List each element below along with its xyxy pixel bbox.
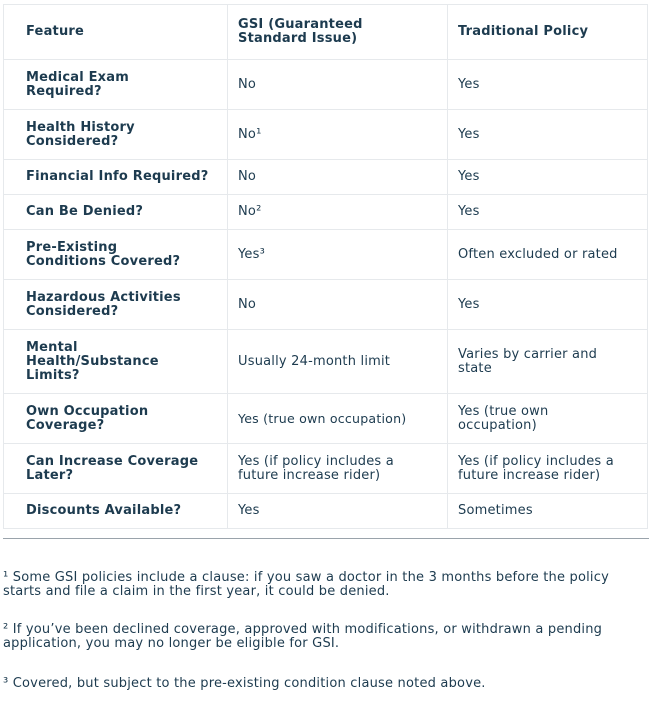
- gsi-cell: No²: [228, 195, 448, 230]
- traditional-cell: Yes: [448, 60, 648, 110]
- traditional-cell: Yes: [448, 195, 648, 230]
- gsi-cell: No: [228, 280, 448, 330]
- feature-cell: Health History Considered?: [4, 110, 228, 160]
- traditional-cell: Yes (true own occupation): [448, 394, 648, 444]
- feature-cell: Pre-Existing Conditions Covered?: [4, 230, 228, 280]
- header-feature: Feature: [4, 5, 228, 60]
- table-row: [4, 230, 648, 280]
- gsi-cell: Yes (if policy includes a future increase rider): [228, 444, 448, 494]
- feature-cell: Can Be Denied?: [4, 195, 228, 230]
- feature-cell: Hazardous Activities Considered?: [4, 280, 228, 330]
- table-row: [4, 394, 648, 444]
- gsi-cell: Yes: [228, 494, 448, 529]
- table-row: [4, 160, 648, 195]
- gsi-cell: Usually 24-month limit: [228, 330, 448, 394]
- gsi-cell: Yes³: [228, 230, 448, 280]
- table-row: [4, 60, 648, 110]
- feature-cell: Financial Info Required?: [4, 160, 228, 195]
- comparison-table: [3, 4, 648, 529]
- traditional-cell: Yes (if policy includes a future increase rider): [448, 444, 648, 494]
- table-header-row: [4, 5, 648, 60]
- traditional-cell: Varies by carrier and state: [448, 330, 648, 394]
- table-row: [4, 110, 648, 160]
- traditional-cell: Often excluded or rated: [448, 230, 648, 280]
- feature-cell: Own Occupation Coverage?: [4, 394, 228, 444]
- table-row: [4, 330, 648, 394]
- footnote-3: ³ Covered, but subject to the pre-existing condition clause noted above.: [3, 676, 486, 691]
- traditional-cell: Sometimes: [448, 494, 648, 529]
- feature-cell: Can Increase Coverage Later?: [4, 444, 228, 494]
- gsi-cell: No¹: [228, 110, 448, 160]
- table-row: [4, 195, 648, 230]
- footnote-1: ¹ Some GSI policies include a clause: if you saw a doctor in the 3 months before the policy starts and file a claim in the first year, it could be denied.: [3, 570, 609, 599]
- feature-cell: Mental Health/Substance Limits?: [4, 330, 228, 394]
- header-gsi: GSI (Guaranteed Standard Issue): [228, 5, 448, 60]
- table-row: [4, 494, 648, 529]
- traditional-cell: Yes: [448, 280, 648, 330]
- feature-cell: Discounts Available?: [4, 494, 228, 529]
- feature-cell: Medical Exam Required?: [4, 60, 228, 110]
- table-row: [4, 280, 648, 330]
- gsi-cell: No: [228, 60, 448, 110]
- footnote-2: ² If you’ve been declined coverage, approved with modifications, or withdrawn a pending application, you may no longer be eligible for GSI.: [3, 622, 603, 651]
- traditional-cell: Yes: [448, 160, 648, 195]
- header-traditional: Traditional Policy: [448, 5, 648, 60]
- traditional-cell: Yes: [448, 110, 648, 160]
- gsi-cell: Yes (true own occupation): [228, 394, 448, 444]
- table-row: [4, 444, 648, 494]
- gsi-cell: No: [228, 160, 448, 195]
- divider: [3, 538, 649, 539]
